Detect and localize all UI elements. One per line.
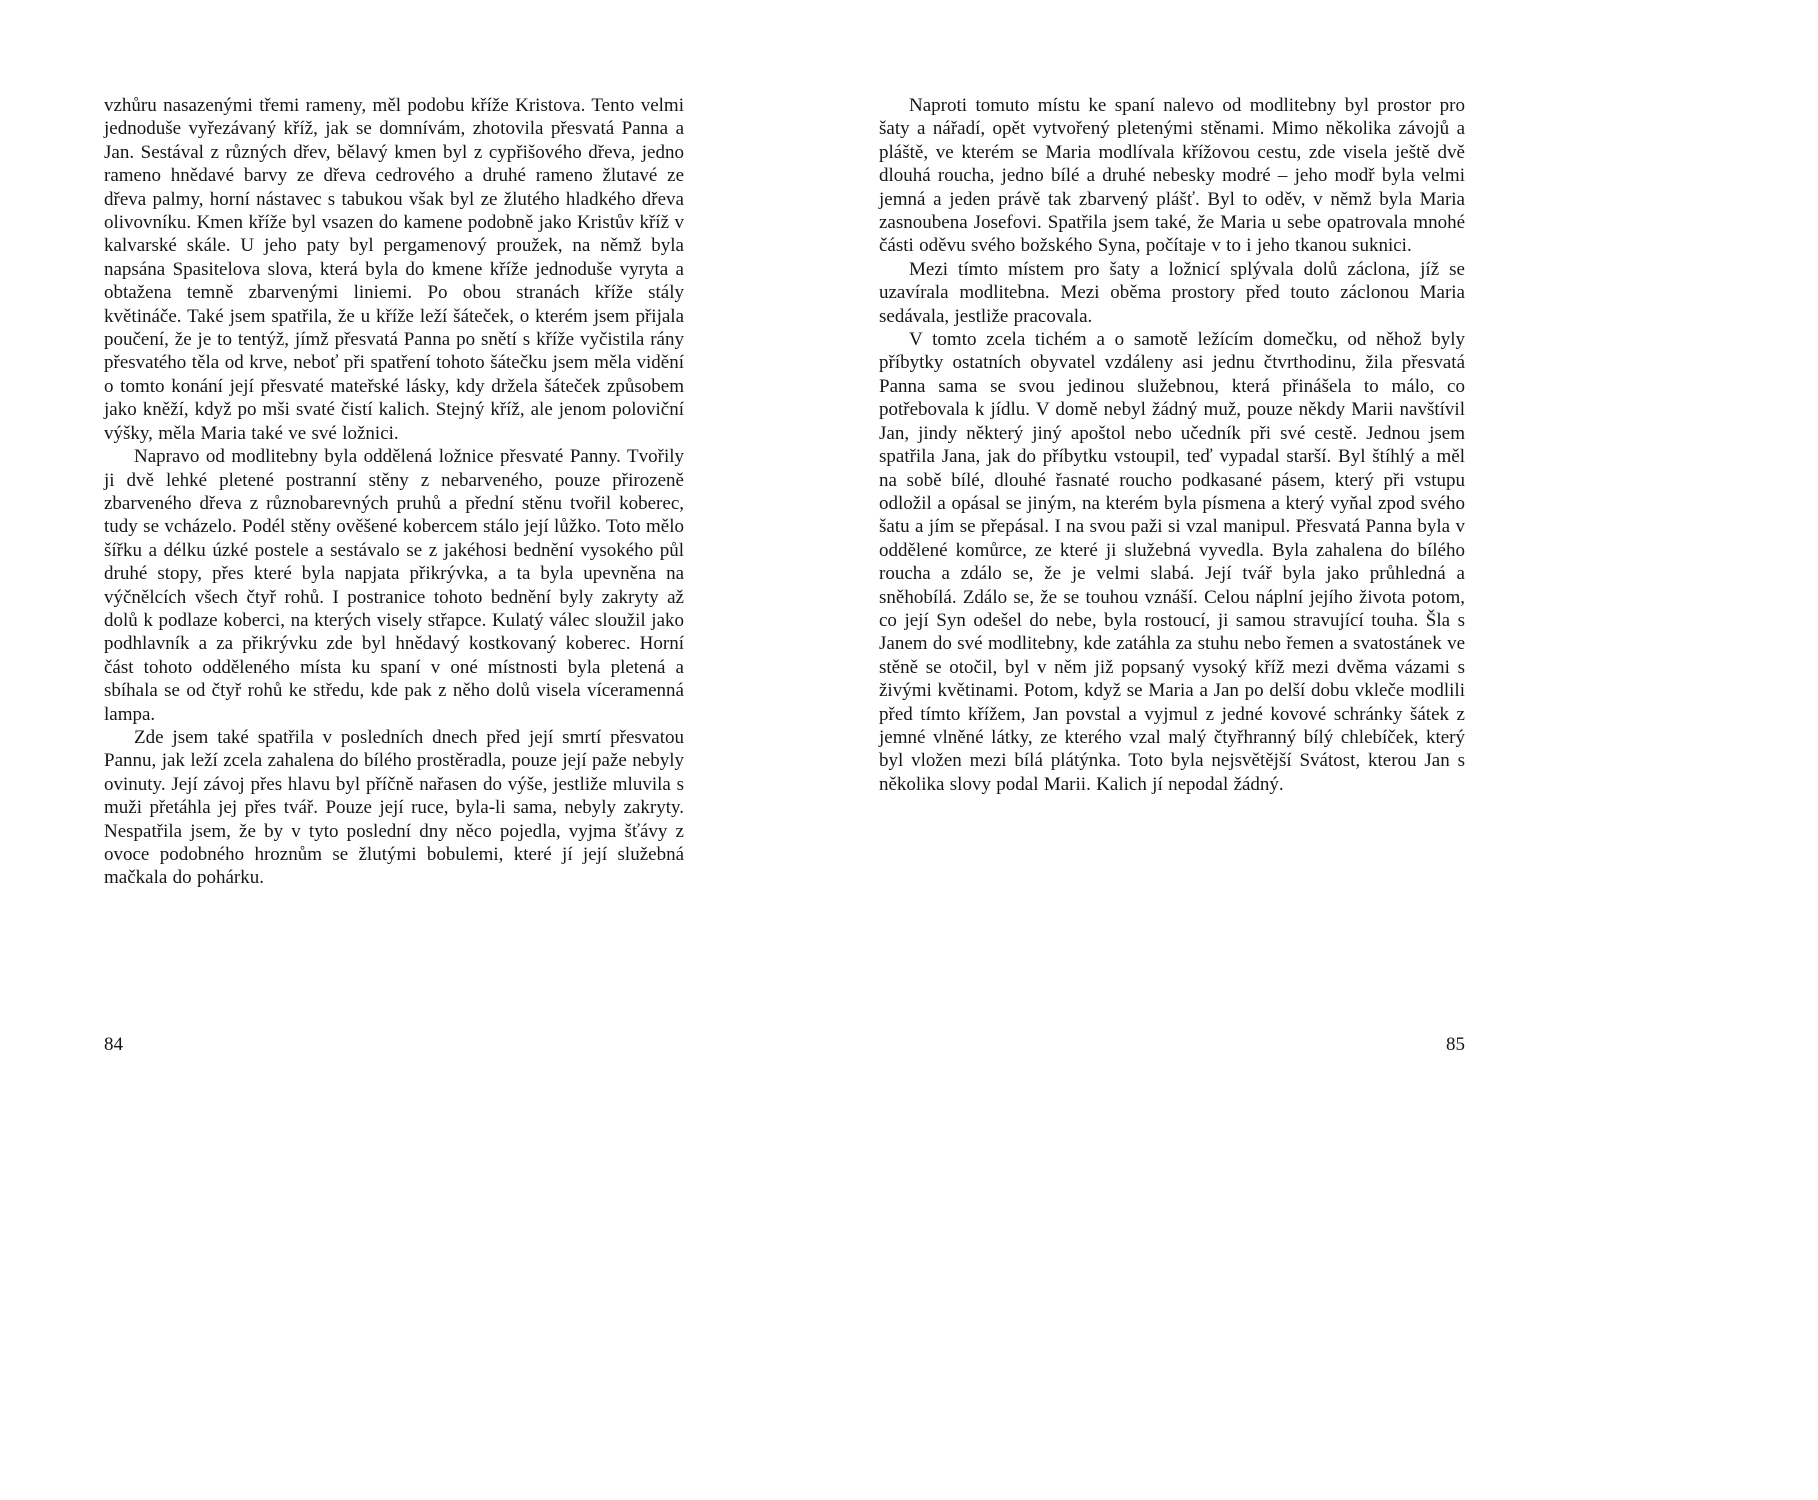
paragraph: V tomto zcela tichém a o samotě ležícím domečku, od něhož byly příbytky ostatních obyvatel vzdáleny asi jednu čtvrthodinu, žila přesvatá Panna sama se svou jedinou služebnou, která přinášela to málo, co potřebovala k jídlu. V domě nebyl žádný muž, pouze někdy Marii navštívil Jan, jindy některý jiný apoštol nebo učedník při své cestě. Jednou jsem spatřila Jana, jak do příbytku vstoupil, teď vypadal starší. Byl štíhlý a měl na sobě bílé, dlouhé řasnaté roucho podkasané pásem, který při vstupu odložil a opásal se jiným, na kterém byla písmena a který vyňal zpod svého šatu a jím se přepásal. I na svou paži si vzal manipul. Přesvatá Panna byla v oddělené komůrce, ze které ji služebná vyvedla. Byla zahalena do bílého roucha a zdálo se, že je velmi slabá. Její tvář byla jako průhledná a sněhobílá. Zdálo se, že se touhou vznáší. Celou náplní jejího života potom, co její Syn odešel do nebe, byla rostoucí, ji samou stravující touha. Šla s Janem do své modlitebny, kde zatáhla za stuhu nebo řemen a svatostánek ve stěně se otočil, byl v něm již popsaný vysoký kříž mezi dvěma vázami s živými květinami. Potom, když se Maria a Jan po delší dobu vkleče modlili před tímto křížem, Jan povstal a vyjmul z jedné kovové schránky šátek z jemné vlněné látky, ze kterého vzal malý čtyřhranný bílý chlebíček, který byl vložen mezi bílá plátýnka. Toto byla nejsvětější Svátost, kterou Jan s několika slovy podal Marii. Kalich jí nepodal žádný. [879,329,1465,795]
paragraph: Zde jsem také spatřila v posledních dnech před její smrtí přesvatou Pannu, jak leží zcela zahalena do bílého prostěradla, pouze její paže nebyly ovinuty. Její závoj přes hlavu byl příčně nařasen do výše, jestliže mluvila s muži přetáhla jej přes tvář. Pouze její ruce, byla-li sama, nebyly zakryty. Nespatřila jsem, že by v tyto poslední dny něco pojedla, vyjma šťávy z ovoce podobného hroznům se žlutými bobulemi, které jí její služebná mačkala do pohárku. [104,726,684,889]
page-number-left: 84 [104,1034,123,1055]
page-left-text-block [104,94,684,890]
paragraph: Napravo od modlitebny byla oddělená ložnice přesvaté Panny. Tvořily ji dvě lehké pletené postranní stěny z nebarveného, pouze přirozeně zbarveného dřeva z různobarevných pruhů a přední stěnu tvořil koberec, tudy se vcházelo. Podél stěny ověšené kobercem stálo její lůžko. Toto mělo šířku a délku úzké postele a sestávalo se z jakéhosi bednění vysokého půl druhé stopy, přes které byla napjata přikrývka, a ta byla upevněna na výčnělcích všech čtyř rohů. I postranice tohoto bednění byly zakryty až dolů k podlaze koberci, na kterých visely střapce. Kulatý válec sloužil jako podhlavník a za přikrývku zde byl hnědavý kostkovaný koberec. Horní část tohoto odděleného místa ku spaní v oné místnosti byla pletená a sbíhala se od čtyř rohů ke středu, kde pak z něho dolů visela víceramenná lampa. [104,446,684,725]
paragraph: vzhůru nasazenými třemi rameny, měl podobu kříže Kristova. Tento velmi jednoduše vyřezávaný kříž, jak se domnívám, zhotovila přesvatá Panna a Jan. Sestával z různých dřev, bělavý kmen byl z cypřišového dřeva, jedno rameno hnědavé barvy ze dřeva cedrového a druhé rameno žlutavé ze dřeva palmy, horní nástavec s tabukou však byl ze žlutého hladkého dřeva olivovníku. Kmen kříže byl vsazen do kamene podobně jako Kristův kříž v kalvarské skále. U jeho paty byl pergamenový proužek, na němž byla napsána Spasitelova slova, která byla do kmene kříže jednoduše vyryta a obtažena temně zbarvenými liniemi. Po obou stranách kříže stály květináče. Také jsem spatřila, že u kříže leží šáteček, o kterém jsem přijala poučení, že je to tentýž, jímž přesvatá Panna po snětí s kříže vyčistila rány přesvatého těla od krve, neboť při spatření tohoto šátečku jsem měla vidění o tomto konání její přesvaté mateřské lásky, kdy držela šáteček způsobem jako kněží, když po mši svaté čistí kalich. Stejný kříž, ale jenom poloviční výšky, měla Maria také ve své ložnici. [104,95,684,444]
page-right-text-block [879,94,1465,796]
paragraph: Mezi tímto místem pro šaty a ložnicí splývala dolů záclona, jíž se uzavírala modlitebna. Mezi oběma prostory před touto záclonou Maria sedávala, jestliže pracovala. [879,258,1465,327]
page-number-right: 85 [1446,1034,1465,1055]
paragraph: Naproti tomuto místu ke spaní nalevo od modlitebny byl prostor pro šaty a nářadí, opět vytvořený pletenými stěnami. Mimo několika závojů a pláště, ve kterém se Maria modlívala křížovou cestu, zde visela ještě dvě dlouhá roucha, jedno bílé a druhé nebesky modré – jeho modř byla velmi jemná a jeden právě tak zbarvený plášť. Byl to oděv, v němž byla Maria zasnoubena Josefovi. Spatřila jsem také, že Maria u sebe opatrovala mnohé části oděvu svého božského Syna, počítaje v to i jeho tkanou suknici. [879,95,1465,257]
